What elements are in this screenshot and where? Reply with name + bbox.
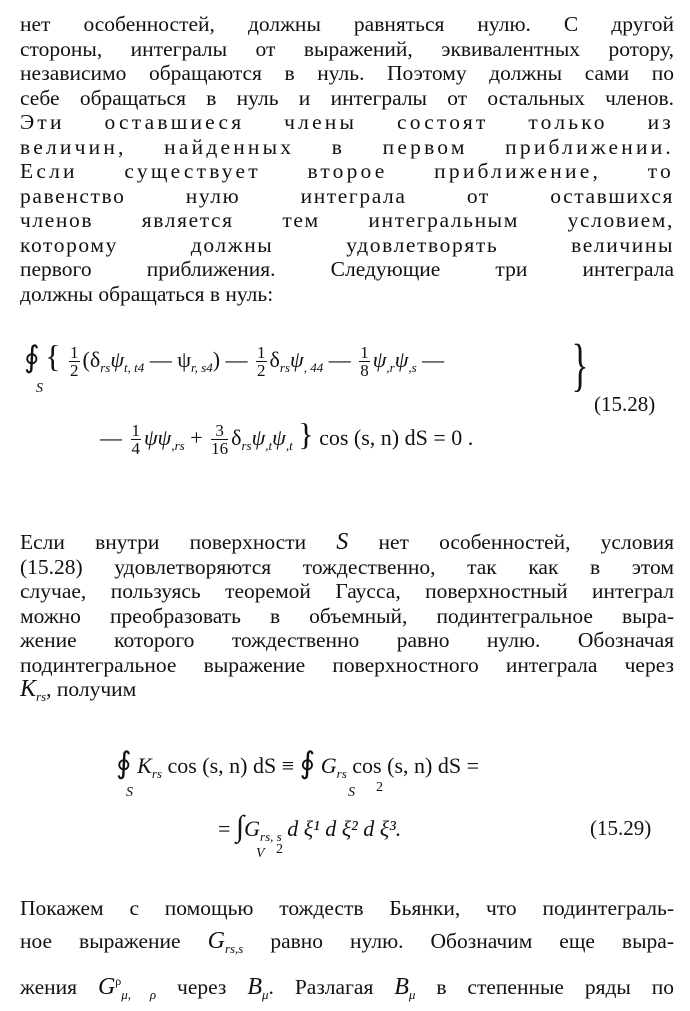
math-term: G	[244, 816, 261, 841]
integral-limit: S	[348, 785, 355, 800]
text-line: членов является тем интегральным условием,	[20, 208, 674, 232]
paragraph-2	[20, 530, 674, 710]
math-term: ψψ	[144, 425, 172, 450]
text-line: подинтегральное выражение поверхностного интеграла через	[20, 652, 674, 677]
math-sub: rs, s	[260, 829, 282, 844]
equation-15-29-line-2	[218, 810, 401, 845]
math-term: ψ	[290, 347, 304, 372]
integral-limit: V	[256, 846, 265, 861]
equation-number: (15.28)	[594, 392, 656, 416]
math-sub: t, t4	[124, 360, 145, 375]
text-line: жение которого тождественно равно нулю. Обозначая	[20, 628, 674, 652]
math-sub: ,s	[408, 360, 417, 375]
math-sub: , 44	[303, 360, 324, 375]
brace-close: }	[298, 416, 314, 452]
integral-limit: S	[126, 785, 133, 800]
math-term: δ	[269, 347, 280, 372]
math-sub: rs	[100, 360, 111, 375]
fraction: $\frac{1}{4}$	[131, 421, 140, 459]
text-line: Если внутри поверхности S нет особенностей, условия	[20, 529, 674, 555]
text-line: независимо обращаются в нуль. Поэтому должны сами по	[20, 61, 674, 85]
paragraph-1	[20, 12, 674, 306]
integral-limit: S	[36, 381, 43, 396]
fraction: $\frac{1}{8}$	[360, 343, 369, 381]
text-line: величин, найденных в первом приближении.	[20, 134, 674, 159]
math-term: (δ	[82, 347, 101, 372]
right-brace: }	[571, 332, 589, 397]
math-term: +	[184, 425, 203, 450]
equation-15-28-line-2	[100, 416, 473, 457]
math-term: ψ	[110, 347, 124, 372]
subscript-under: 2	[376, 780, 383, 795]
equation-number: (15.29)	[590, 816, 652, 840]
math-term: —	[323, 347, 351, 372]
math-term: cos (s, n) dS =	[346, 753, 479, 778]
fraction: $\frac{3}{16}$	[211, 421, 229, 459]
math-sub: ,t	[265, 438, 273, 453]
text-line: Эти оставшиеся члены состоят только из	[20, 110, 674, 134]
math-term: ψ	[251, 425, 266, 450]
math-term: K	[137, 753, 152, 778]
brace-open: {	[45, 338, 61, 374]
text-line: можно преобразовать в объемный, подинтегральное выра-	[20, 603, 674, 628]
math-term: —	[100, 425, 122, 450]
text-line: случае, пользуясь теоремой Гаусса, поверхностный интеграл	[20, 579, 674, 603]
math-term: cos (s, n) dS = 0 .	[319, 425, 474, 450]
fraction: $\frac{1}{2}$	[257, 343, 266, 381]
paragraph-3	[20, 892, 674, 1011]
text-line: жения $G^\rho_{\mu, \rho}$ через $B_\mu$. Разлагая $B_\mu$ в степенные ряды по	[20, 974, 675, 1002]
math-sub: rs	[279, 360, 291, 375]
integral-icon: ∫	[235, 810, 245, 843]
math-term: — ψ	[144, 347, 192, 372]
math-sub: rs	[241, 438, 252, 453]
math-term: ψ	[372, 347, 387, 372]
text-line: $K_{rs}$, получим	[20, 676, 137, 704]
math-term: ) —	[212, 347, 248, 372]
math-sub: ,t	[285, 438, 293, 453]
contour-integral-icon: ∮	[24, 341, 40, 374]
math-sub: ,r	[386, 360, 395, 375]
math-sub: rs	[336, 766, 347, 781]
math-term: G	[320, 753, 337, 778]
math-term: cos (s, n) dS ≡	[161, 753, 300, 778]
fraction: $\frac{1}{2}$	[70, 343, 79, 381]
text-line: стороны, интегралы от выражений, эквивалентных ротору,	[20, 36, 674, 61]
math-sub: r, s4	[191, 360, 213, 375]
math-term: ψ	[272, 425, 286, 450]
text-line: первого приближения. Следующие три интеграла	[20, 257, 674, 281]
text-line: Покажем с помощью тождеств Бьянки, что подинтеграль-	[20, 896, 674, 920]
contour-integral-icon: ∮	[299, 747, 316, 780]
math-term: δ	[231, 425, 242, 450]
subscript-under: 2	[276, 842, 283, 857]
math-sub: ,rs	[171, 438, 185, 453]
contour-integral-icon: ∮	[116, 747, 132, 780]
math-sub: rs	[151, 766, 162, 781]
text-line: нет особенностей, должны равняться нулю. С другой	[20, 12, 674, 36]
math-term: —	[416, 347, 445, 372]
equation-15-29-line-1	[116, 746, 479, 782]
text-line: должны обращаться в нуль:	[20, 281, 274, 306]
math-term: ψ	[394, 347, 409, 372]
math-term: =	[218, 816, 231, 841]
text-line: себе обращаться в нуль и интегралы от остальных членов.	[20, 85, 674, 110]
text-line: (15.28) удовлетворяются тождественно, так как в этом	[20, 554, 674, 579]
equation-15-28-line-1	[24, 338, 444, 379]
text-line: Если существует второе приближение, то	[20, 159, 674, 183]
text-line: равенство нулю интеграла от оставшихся	[20, 183, 674, 208]
math-term: d ξ¹ d ξ² d ξ³.	[281, 816, 402, 841]
text-line: ное выражение $G_{rs,s}$ равно нулю. Обозначим еще выра-	[20, 928, 674, 956]
text-line: которому должны удовлетворять величины	[20, 232, 674, 257]
